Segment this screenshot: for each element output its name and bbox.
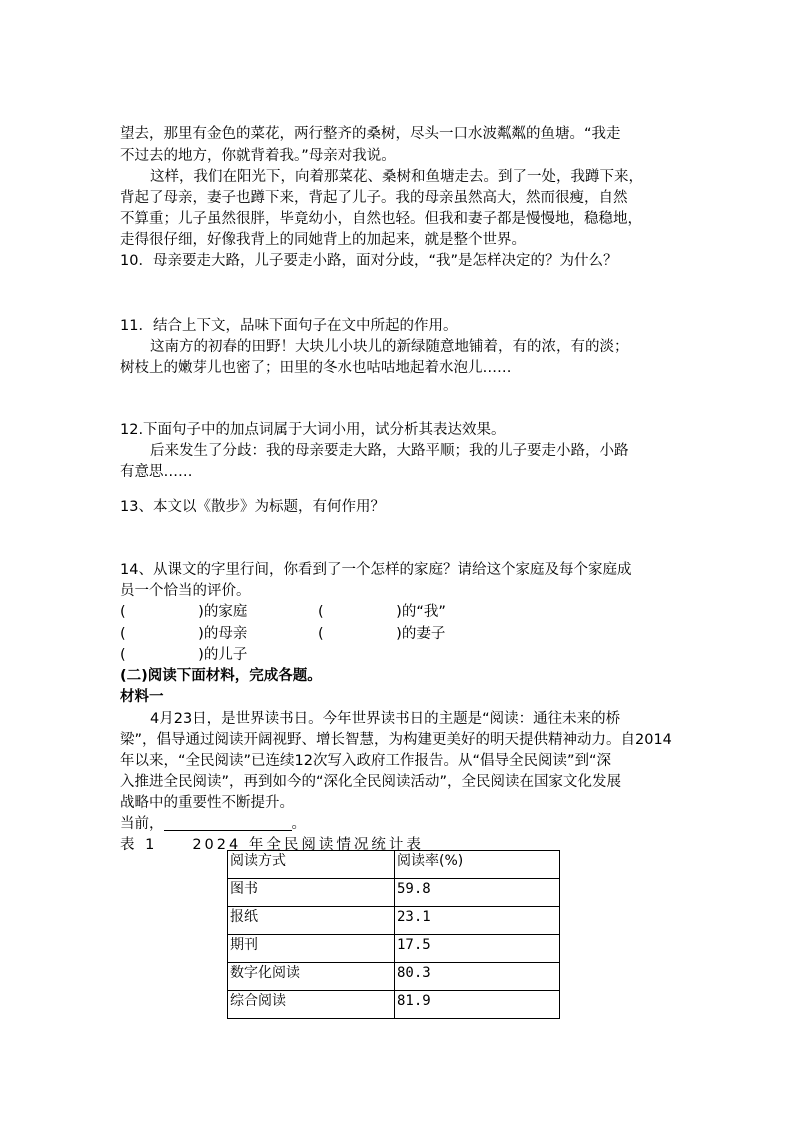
q14-option-family: ( )的家庭 <box>120 604 248 620</box>
table-cell-rate: 17.5 <box>395 935 560 963</box>
question-11-quote: 树枝上的嫩芽儿也密了；田里的冬水也咕咕地起着水泡儿…… <box>120 360 512 376</box>
question-13: 13、本文以《散步》为标题，有何作用？ <box>120 499 385 515</box>
question-14: 员一个恰当的评价。 <box>120 583 251 599</box>
question-12-quote: 后来发生了分歧：我的母亲要走大路，大路平顺；我的儿子要走小路，小路 <box>150 443 629 459</box>
material-line: 战略中的重要性不断提升。 <box>120 795 294 811</box>
table-cell-rate: 59.8 <box>395 879 560 907</box>
table-cell-rate: 81.9 <box>395 991 560 1019</box>
passage-line: 不算重；儿子虽然很胖，毕竟幼小，自然也轻。但我和妻子都是慢慢地，稳稳地， <box>120 211 642 227</box>
question-10: 10．母亲要走大路，儿子要走小路，面对分歧，“我”是怎样决定的？为什么？ <box>120 253 618 269</box>
passage-line: 不过去的地方，你就背着我。”母亲对我说。 <box>120 148 396 164</box>
q14-option-son: ( )的儿子 <box>120 647 248 663</box>
table-row <box>228 907 560 935</box>
table-cell-method: 数字化阅读 <box>228 963 395 991</box>
passage-line: 背起了母亲，妻子也蹲下来，背起了儿子。我的母亲虽然高大，然而很瘦，自然 <box>120 190 628 206</box>
answer-blank[interactable] <box>164 816 292 831</box>
q14-option-mother: ( )的母亲 <box>120 626 248 642</box>
table-row <box>228 879 560 907</box>
section-heading: (二)阅读下面材料，完成各题。 <box>120 668 322 684</box>
passage-line: 望去，那里有金色的菜花，两行整齐的桑树，尽头一口水波粼粼的鱼塘。“我走 <box>120 126 621 142</box>
fill-blank-prefix: 当前， <box>120 816 164 832</box>
material-line: 4月23日，是世界读书日。今年世界读书日的主题是“阅读：通往未来的桥 <box>150 711 621 727</box>
fill-blank-suffix: 。 <box>291 816 306 832</box>
material-line: 年以来，“全民阅读”已连续12次写入政府工作报告。从“倡导全民阅读”到“深 <box>120 753 612 769</box>
passage-line: 这样，我们在阳光下，向着那菜花、桑树和鱼塘走去。到了一处，我蹲下来， <box>150 169 643 185</box>
material-line: 入推进全民阅读”，再到如今的“深化全民阅读活动”，全民阅读在国家文化发展 <box>120 774 622 790</box>
question-14: 14、从课文的字里行间，你看到了一个怎样的家庭？请给这个家庭及每个家庭成 <box>120 562 632 578</box>
question-12: 12.下面句子中的加点词属于大词小用，试分析其表达效果。 <box>120 422 506 438</box>
reading-stats-table <box>227 850 560 1019</box>
fill-blank-line <box>120 814 306 834</box>
table-header-row <box>228 851 560 879</box>
passage-line: 走得很仔细，好像我背上的同她背上的加起来，就是整个世界。 <box>120 232 526 248</box>
table-cell-rate: 80.3 <box>395 963 560 991</box>
table-cell-method: 期刊 <box>228 935 395 963</box>
table-cell-method: 图书 <box>228 879 395 907</box>
material-label: 材料一 <box>120 689 164 705</box>
q14-option-me: ( )的“我” <box>318 604 446 620</box>
material-line: 梁”，倡导通过阅读开阔视野、增长智慧，为构建更美好的明天提供精神动力。自2014 <box>120 732 672 748</box>
q14-option-wife: ( )的妻子 <box>318 626 446 642</box>
table-header-cell: 阅读率(%) <box>395 851 560 879</box>
table-header-cell: 阅读方式 <box>228 851 395 879</box>
question-11-quote: 这南方的初春的田野！大块儿小块儿的新绿随意地铺着，有的浓，有的淡； <box>150 339 629 355</box>
table-cell-method: 报纸 <box>228 907 395 935</box>
table-row <box>228 935 560 963</box>
table-caption: 表 1 2024 年全民阅读情况统计表 <box>120 837 424 853</box>
table-row <box>228 963 560 991</box>
table-cell-rate: 23.1 <box>395 907 560 935</box>
table-cell-method: 综合阅读 <box>228 991 395 1019</box>
question-11: 11．结合上下文，品味下面句子在文中所起的作用。 <box>120 318 458 334</box>
table-row <box>228 991 560 1019</box>
question-12-quote: 有意思…… <box>120 464 193 480</box>
